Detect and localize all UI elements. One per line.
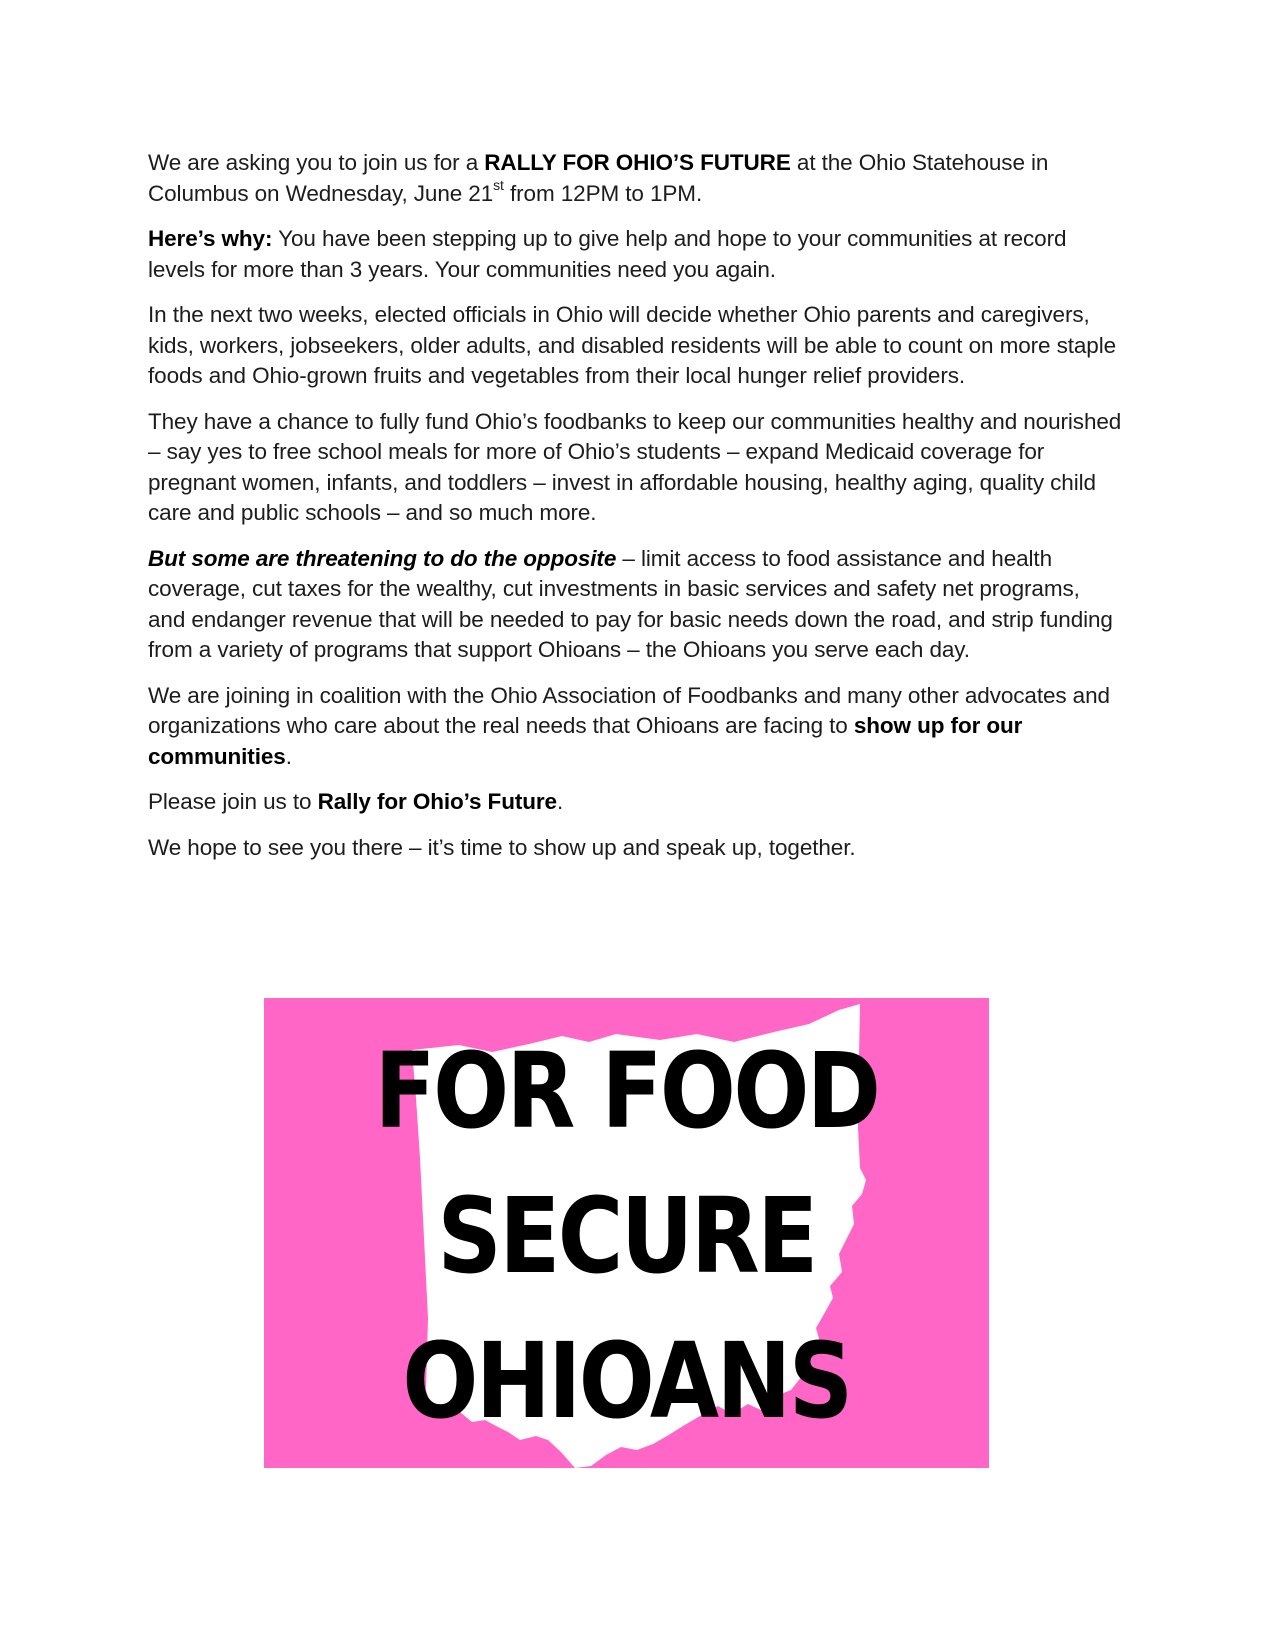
closing-paragraph: We hope to see you there – it’s time to show up and speak up, together. bbox=[148, 834, 856, 860]
food-secure-poster bbox=[264, 998, 989, 1468]
officials-paragraph: In the next two weeks, elected officials in Ohio will decide whether Ohio parents and caregivers, kids, workers, jobseekers, older adults, and disabled residents will be able to count on more staple foods and Ohio-grown fruits and vegetables from their local hunger relief providers. bbox=[148, 302, 1117, 388]
threat-heading: But some are threatening to do the opposite bbox=[148, 545, 617, 571]
poster-line-2: SECURE bbox=[437, 1175, 816, 1297]
chance-paragraph: They have a chance to fully fund Ohio’s foodbanks to keep our communities healthy and nourished – say yes to free school meals for more of Ohio’s students – expand Medicaid coverage for pregnant women, infants, and toddlers – invest in affordable housing, healthy aging, quality child care and public schools – and so much more. bbox=[148, 408, 1122, 525]
show-up-emphasis: show up for our communities bbox=[148, 713, 1023, 769]
poster-text-block bbox=[264, 998, 989, 1468]
threat-text: – limit access to food assistance and health coverage, cut taxes for the wealthy, cut investments in basic services and safety net programs, and endanger revenue that will be needed to pay for basic needs down the road, and strip funding from a variety of programs that support Ohioans – the Ohioans you serve each day. bbox=[148, 545, 1113, 662]
why-paragraph bbox=[148, 224, 1123, 285]
date-suffix: st bbox=[493, 177, 504, 193]
intro-text-1: We are asking you to join us for a bbox=[148, 150, 485, 175]
poster-line-3: OHIOANS bbox=[402, 1320, 851, 1442]
intro-text-3: from 12PM to 1PM. bbox=[503, 180, 703, 206]
coalition-text-1: We are joining in coalition with the Ohio Association of Foodbanks and many other advocates and organizations who care about the real needs that Ohioans are facing to bbox=[148, 682, 1110, 738]
threat-paragraph bbox=[148, 544, 1123, 666]
join-paragraph bbox=[148, 787, 1123, 818]
intro-text-2: at the Ohio Statehouse in Columbus on Wednesday, June 21 bbox=[148, 150, 1049, 206]
join-text-1: Please join us to bbox=[148, 789, 318, 814]
coalition-text-2: . bbox=[285, 743, 292, 769]
letter-body bbox=[148, 148, 1123, 878]
why-text: You have been stepping up to give help and hope to your communities at record levels for more than 3 years. Your communities need you again. bbox=[148, 226, 1067, 282]
why-heading: Here’s why: bbox=[148, 226, 273, 251]
poster-line-1: FOR FOOD bbox=[374, 1030, 879, 1152]
coalition-paragraph bbox=[148, 681, 1123, 773]
join-text-2: . bbox=[556, 789, 564, 814]
rally-title: RALLY FOR OHIO’S FUTURE bbox=[484, 150, 791, 175]
rally-emphasis: Rally for Ohio’s Future bbox=[317, 789, 557, 814]
intro-paragraph bbox=[148, 148, 1123, 209]
